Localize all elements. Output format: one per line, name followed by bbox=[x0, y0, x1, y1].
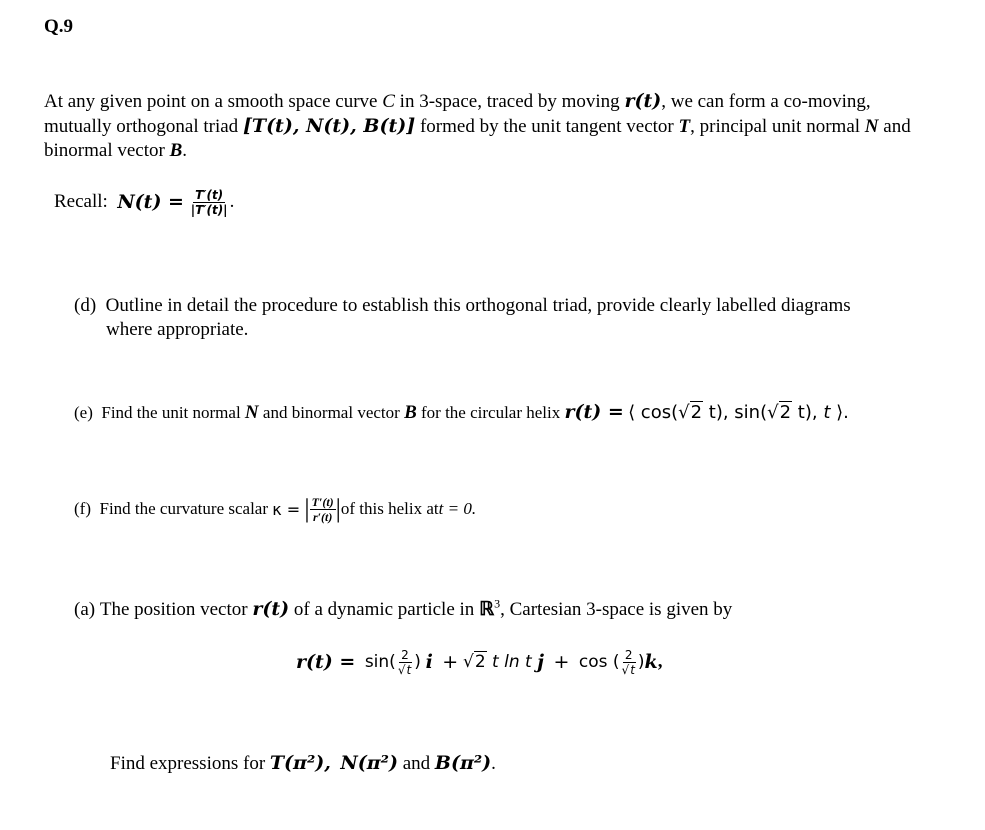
unit-vector-k: k bbox=[644, 651, 658, 673]
unit-vector-i: i bbox=[425, 651, 433, 673]
part-d-label: (d) bbox=[74, 295, 97, 316]
recall-formula: Recall: N(t) = $\frac{T'(t)}{|T'(t)|}$ . bbox=[54, 187, 235, 217]
find-T: T(π²), bbox=[269, 752, 331, 774]
part-e-label: (e) bbox=[74, 403, 93, 422]
part-d: (d) Outline in detail the procedure to establish this orthogonal triad, provide clearly labelled diagrams where appropriate. bbox=[74, 295, 851, 340]
intro-paragraph bbox=[44, 89, 911, 163]
intro-line-3: binormal vector B. bbox=[44, 140, 188, 161]
cos-argument-fraction: $\frac{2}{√t}$ bbox=[621, 647, 635, 677]
equation-lhs: r(t) = bbox=[296, 651, 356, 673]
recall-fraction: $\frac{T'(t)}{|T'(t)|}$ bbox=[190, 187, 228, 217]
part-a-label: (a) bbox=[74, 599, 96, 620]
unit-vector-j: j bbox=[537, 651, 544, 673]
part-a: (a) The position vector r(t) of a dynamic particle in ℝ$^3$, Cartesian 3-space is given by bbox=[74, 596, 733, 620]
recall-lhs: N(t) = bbox=[117, 191, 184, 213]
find-N: N(π²) bbox=[340, 752, 398, 774]
recall-label: Recall: bbox=[54, 191, 108, 212]
intro-line-2: mutually orthogonal triad [T(t), N(t), B(t)] formed by the unit tangent vector T, principal unit normal N and bbox=[44, 115, 911, 137]
question-label: Q.9 bbox=[44, 16, 74, 37]
real-space-symbol: ℝ bbox=[479, 599, 495, 620]
part-f-label: (f) bbox=[74, 499, 91, 518]
position-vector-equation: r(t) = sin( $\frac{2}{√t}$ ) i + √2 t ln t j + cos ( $\frac{2}{√t}$ ) k , bbox=[296, 647, 663, 677]
helix-lhs: r(t) = bbox=[564, 401, 624, 423]
find-B: B(π²) bbox=[434, 752, 492, 774]
sin-argument-fraction: $\frac{2}{√t}$ bbox=[397, 647, 412, 677]
curvature-fraction: $\frac{T'(t)}{r'(t)}$ bbox=[311, 494, 334, 524]
kappa-symbol: κ = bbox=[272, 499, 301, 519]
helix-expression: ⟨ cos(√2 t), sin(√2 t), t ⟩. bbox=[628, 402, 849, 423]
part-e: (e) Find the unit normal N and binormal vector B for the circular helix r(t) = ⟨ cos(√2 t), sin(√2 t), t ⟩. bbox=[74, 401, 849, 423]
part-f: (f) Find the curvature scalar κ = | $\frac{T'(t)}{r'(t)}$ | of this helix at t = 0. bbox=[74, 494, 477, 524]
intro-line-1: At any given point on a smooth space curve C in 3-space, traced by moving r(t), we can form a co-moving, bbox=[44, 90, 871, 112]
find-expressions: Find expressions for T(π²), N(π²) and B(π²). bbox=[110, 752, 496, 774]
